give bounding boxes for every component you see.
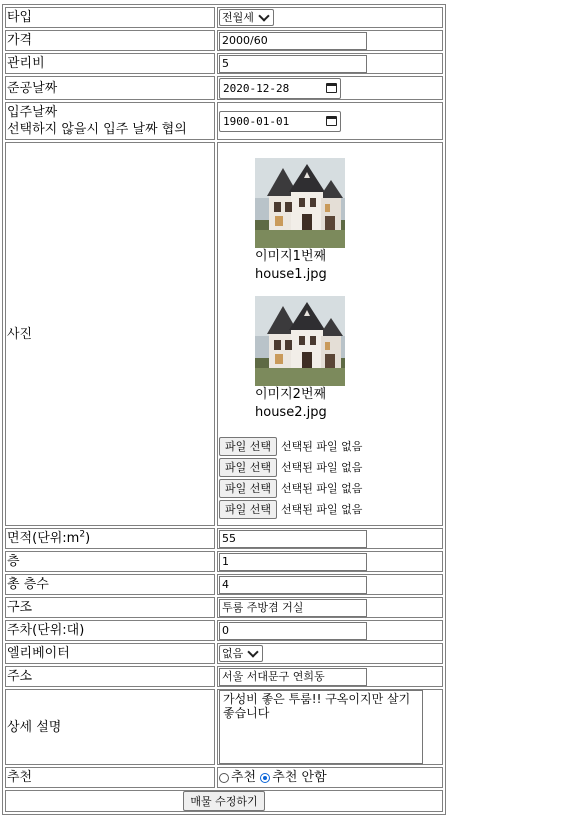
photo-2-filename: house2.jpg <box>255 405 327 420</box>
listing-edit-form <box>2 4 446 815</box>
total-floors-input[interactable]: 4 <box>219 576 367 594</box>
move-in-label-line1: 입주날짜 <box>7 105 58 120</box>
file-input-1[interactable] <box>219 436 441 457</box>
type-select-value: 전월세 <box>222 11 254 24</box>
floor-label: 층 <box>5 551 215 572</box>
file-input-2[interactable] <box>219 457 441 478</box>
submit-row <box>5 790 443 812</box>
chevron-down-icon <box>258 10 269 21</box>
move-in-label-line2: 선택하지 않을시 입주 날짜 협의 <box>7 122 187 137</box>
recommend-yes-option[interactable] <box>219 770 256 785</box>
file-input-4[interactable] <box>219 499 441 520</box>
price-input[interactable]: 2000/60 <box>219 32 367 50</box>
structure-input[interactable]: 투룸 주방겸 거실 <box>219 599 367 617</box>
elevator-select[interactable] <box>219 645 263 662</box>
photos-label: 사진 <box>5 142 215 526</box>
move-in-date-label <box>5 102 215 140</box>
price-label: 가격 <box>5 30 215 51</box>
file-status-1: 선택된 파일 없음 <box>281 440 363 453</box>
file-select-button-2[interactable]: 파일 선택 <box>219 458 277 477</box>
address-label: 주소 <box>5 666 215 687</box>
maintenance-fee-input[interactable]: 5 <box>219 55 367 73</box>
radio-recommend-yes[interactable] <box>219 773 229 783</box>
recommend-no-option[interactable] <box>260 770 326 785</box>
completion-date-value: 2020-12-28 <box>223 81 290 95</box>
chevron-down-icon <box>248 646 259 657</box>
parking-label: 주차(단위:대) <box>5 620 215 641</box>
photo-1-filename: house1.jpg <box>255 267 327 282</box>
recommend-yes-label: 추천 <box>231 770 257 785</box>
file-select-button-4[interactable]: 파일 선택 <box>219 500 277 519</box>
structure-label: 구조 <box>5 597 215 618</box>
recommend-no-label: 추천 안함 <box>272 770 327 785</box>
update-listing-button[interactable]: 매물 수정하기 <box>183 791 264 811</box>
move-in-date-input[interactable] <box>219 111 341 132</box>
total-floors-label: 총 층수 <box>5 574 215 595</box>
photo-item-2 <box>255 296 345 422</box>
photo-2-caption: 이미지2번째 <box>255 387 327 402</box>
area-input[interactable]: 55 <box>219 530 367 548</box>
type-label: 타입 <box>5 7 215 28</box>
completion-date-label: 준공날짜 <box>5 76 215 100</box>
area-label-suffix: ) <box>85 531 91 546</box>
file-select-button-1[interactable]: 파일 선택 <box>219 437 277 456</box>
file-input-3[interactable] <box>219 478 441 499</box>
elevator-label: 엘리베이터 <box>5 643 215 664</box>
house-photo-1 <box>255 158 345 248</box>
file-status-4: 선택된 파일 없음 <box>281 503 363 516</box>
recommend-label: 추천 <box>5 767 215 788</box>
photo-1-caption: 이미지1번째 <box>255 249 327 264</box>
file-status-3: 선택된 파일 없음 <box>281 482 363 495</box>
area-label-text: 면적(단위:m <box>7 531 80 546</box>
move-in-date-value: 1900-01-01 <box>223 114 290 128</box>
parking-input[interactable]: 0 <box>219 622 367 640</box>
floor-input[interactable]: 1 <box>219 553 367 571</box>
description-label: 상세 설명 <box>5 689 215 765</box>
type-select[interactable] <box>219 9 274 26</box>
maintenance-label: 관리비 <box>5 53 215 74</box>
file-status-2: 선택된 파일 없음 <box>281 461 363 474</box>
photo-item-1 <box>255 158 345 284</box>
house-photo-2 <box>255 296 345 386</box>
calendar-icon[interactable] <box>326 116 337 126</box>
radio-recommend-no[interactable] <box>260 773 270 783</box>
area-label-sup: 2 <box>79 529 86 540</box>
address-input[interactable]: 서울 서대문구 연희동 <box>219 668 367 686</box>
completion-date-input[interactable] <box>219 78 341 99</box>
elevator-select-value: 없음 <box>222 647 244 660</box>
calendar-icon[interactable] <box>326 83 337 93</box>
description-textarea[interactable] <box>219 690 423 764</box>
file-select-button-3[interactable]: 파일 선택 <box>219 479 277 498</box>
area-label <box>5 528 215 549</box>
